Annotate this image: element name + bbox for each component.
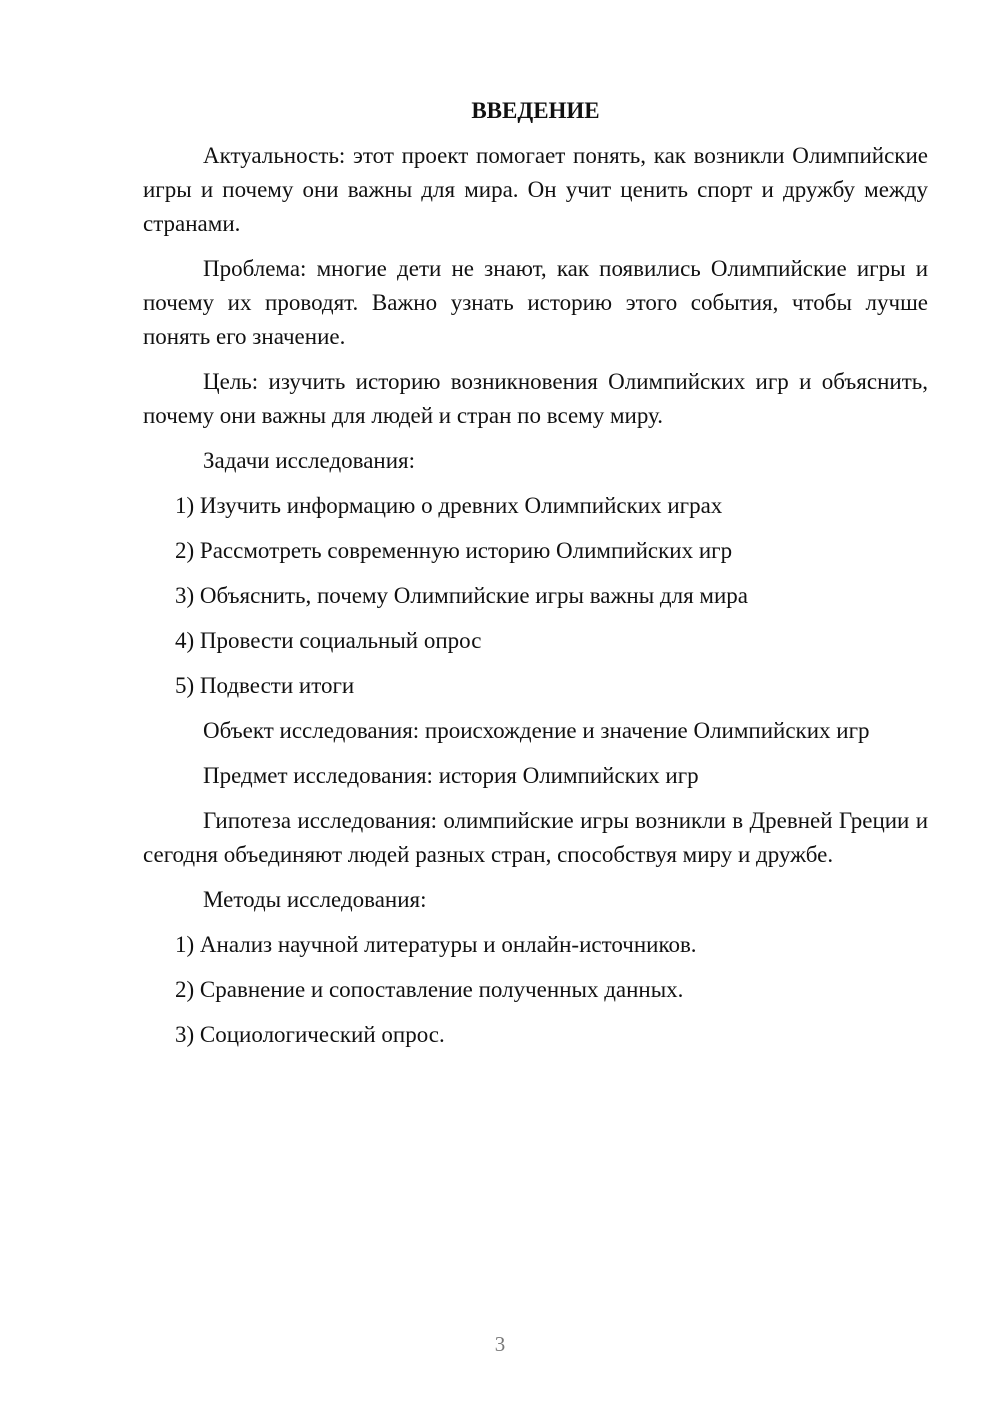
task-item-5: 5) Подвести итоги	[175, 673, 355, 698]
relevance-paragraph: Актуальность: этот проект помогает понять, как возникли Олимпийские игры и почему они важны для мира. Он учит ценить спорт и дружбу между странами.	[143, 143, 928, 236]
document-page	[143, 94, 928, 1063]
hypothesis-paragraph: Гипотеза исследования: олимпийские игры возникли в Древней Греции и сегодня объединяют людей разных стран, способствуя миру и дружбе.	[143, 808, 928, 867]
task-item-4: 4) Провести социальный опрос	[175, 628, 482, 653]
task-item-1: 1) Изучить информацию о древних Олимпийских играх	[175, 493, 723, 518]
goal-paragraph: Цель: изучить историю возникновения Олимпийских игр и объяснить, почему они важны для людей и стран по всему миру.	[143, 369, 928, 428]
tasks-heading: Задачи исследования:	[203, 448, 416, 473]
methods-heading: Методы исследования:	[203, 887, 427, 912]
task-item-2: 2) Рассмотреть современную историю Олимпийских игр	[175, 538, 733, 563]
method-item-1: 1) Анализ научной литературы и онлайн-источников.	[175, 932, 697, 957]
method-item-2: 2) Сравнение и сопоставление полученных данных.	[175, 977, 684, 1002]
research-subject: Предмет исследования: история Олимпийских игр	[203, 763, 699, 788]
task-item-3: 3) Объяснить, почему Олимпийские игры важны для мира	[175, 583, 749, 608]
research-object: Объект исследования: происхождение и значение Олимпийских игр	[203, 718, 870, 743]
page-number: 3	[494, 1332, 506, 1356]
method-item-3: 3) Социологический опрос.	[175, 1022, 445, 1047]
page-title: ВВЕДЕНИЕ	[471, 98, 600, 123]
problem-paragraph: Проблема: многие дети не знают, как появились Олимпийские игры и почему их проводят. Важно узнать историю этого события, чтобы лучше понять его значение.	[143, 256, 928, 349]
